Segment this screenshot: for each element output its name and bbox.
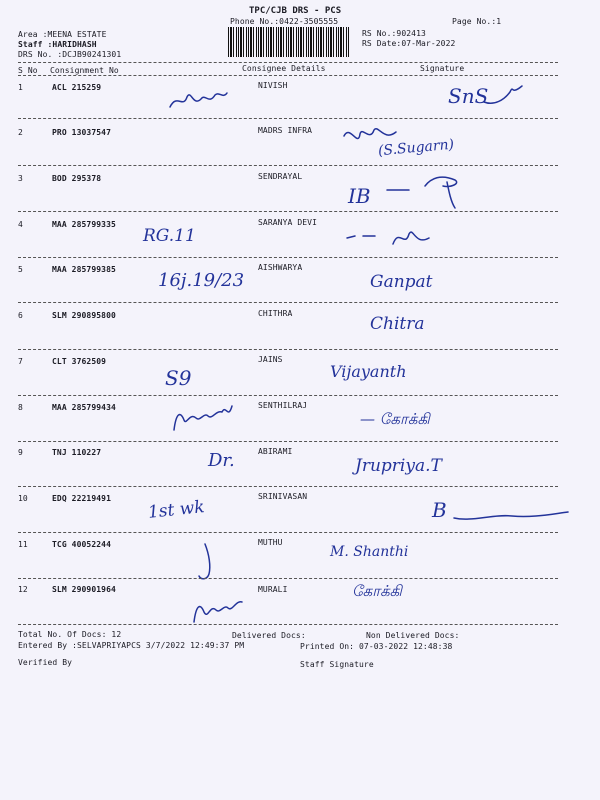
row-consignee: SENDRAYAL [258, 172, 303, 181]
row-divider [18, 624, 558, 625]
row-divider [18, 532, 558, 533]
signature-text: Chitra [370, 314, 425, 334]
row-sno: 11 [18, 540, 28, 549]
staff-signature-label: Staff Signature [300, 660, 374, 669]
row-consignment: SLM 290895800 [52, 311, 116, 320]
row-divider [18, 257, 558, 258]
handwritten-note: Dr. [208, 450, 235, 471]
handwritten-mark [165, 85, 235, 115]
header-divider-bottom [18, 75, 558, 76]
signature-text: M. Shanthi [330, 544, 409, 560]
row-consignment: TCG 40052244 [52, 540, 111, 549]
row-consignment: EDQ 22219491 [52, 494, 111, 503]
row-divider [18, 578, 558, 579]
row-sno: 3 [18, 174, 23, 183]
handwritten-note: 1st wk [147, 497, 206, 523]
signature-text: Ganpat [370, 272, 433, 292]
signature-text: Jrupriya.T [355, 456, 442, 476]
rs-date: RS Date:07-Mar-2022 [362, 39, 456, 48]
row-sno: 10 [18, 494, 28, 503]
row-consignment: MAA 285799434 [52, 403, 116, 412]
page-number: Page No.:1 [452, 17, 502, 26]
column-signature: Signature [420, 64, 465, 73]
signature-stroke [385, 172, 475, 212]
barcode-image [228, 27, 350, 57]
signature-stroke [345, 224, 435, 254]
row-divider [18, 211, 558, 212]
row-consignment: BOD 295378 [52, 174, 102, 183]
row-sno: 8 [18, 403, 23, 412]
header-divider-top [18, 62, 558, 63]
handwritten-note: S9 [165, 366, 192, 390]
row-consignee: SENTHILRAJ [258, 401, 308, 410]
row-consignee: CHITHRA [258, 309, 293, 318]
row-consignee: JAINS [258, 355, 283, 364]
row-consignee: MADRS INFRA [258, 126, 313, 135]
row-divider [18, 395, 558, 396]
row-consignee: ABIRAMI [258, 447, 293, 456]
row-divider [18, 441, 558, 442]
row-divider [18, 302, 558, 303]
handwritten-note: RG.11 [143, 226, 196, 246]
row-sno: 2 [18, 128, 23, 137]
row-sno: 12 [18, 585, 28, 594]
signature-text: SnS [448, 84, 489, 108]
row-consignment: SLM 290901964 [52, 585, 116, 594]
row-consignee: SARANYA DEVI [258, 218, 317, 227]
row-sno: 1 [18, 83, 23, 92]
phone-number: Phone No.:0422-3505555 [230, 17, 339, 26]
handwritten-mark [190, 596, 250, 626]
row-sno: 4 [18, 220, 23, 229]
signature-text: — கோக்கி [360, 410, 430, 428]
verified-by: Verified By [18, 658, 73, 667]
column-consignment: Consignment No [50, 66, 119, 75]
column-sno: S No [18, 66, 38, 75]
signature-text: கோக்கி [352, 582, 402, 600]
total-docs: Total No. Of Docs: 12 [18, 630, 122, 639]
row-consignment: MAA 285799335 [52, 220, 116, 229]
non-delivered-docs: Non Delivered Docs: [366, 631, 460, 640]
row-consignee: MURALI [258, 585, 288, 594]
row-consignee: AISHWARYA [258, 263, 303, 272]
column-consignee: Consignee Details [242, 64, 326, 73]
row-consignment: MAA 285799385 [52, 265, 116, 274]
rs-number: RS No.:902413 [362, 29, 426, 38]
row-sno: 7 [18, 357, 23, 366]
handwritten-note: 16j.19/23 [158, 270, 245, 291]
row-consignee: NIVISH [258, 81, 288, 90]
drs-number: DRS No. :DCJB90241301 [18, 50, 122, 59]
row-divider [18, 165, 558, 166]
row-consignment: PRO 13037547 [52, 128, 111, 137]
delivered-docs: Delivered Docs: [232, 631, 306, 640]
row-consignee: SRINIVASAN [258, 492, 308, 501]
staff-label: Staff :HARIDHASH [18, 40, 97, 49]
row-sno: 6 [18, 311, 23, 320]
row-divider [18, 349, 558, 350]
printed-on: Printed On: 07-03-2022 12:48:38 [300, 642, 453, 651]
row-consignment: CLT 3762509 [52, 357, 107, 366]
row-divider [18, 486, 558, 487]
row-sno: 9 [18, 448, 23, 457]
area-label: Area :MEENA ESTATE [18, 30, 107, 39]
entered-by: Entered By :SELVAPRIYAPCS 3/7/2022 12:49:37 PM [18, 641, 245, 650]
row-sno: 5 [18, 265, 23, 274]
row-consignment: ACL 215259 [52, 83, 102, 92]
document-title: TPC/CJB DRS - PCS [249, 6, 342, 16]
signature-text: Vijayanth [330, 362, 407, 381]
handwritten-mark [170, 400, 240, 436]
signature-text: IB [348, 184, 371, 208]
signature-text: (S.Sugarn) [377, 136, 455, 160]
signature-stroke [480, 82, 530, 112]
row-divider [18, 118, 558, 119]
row-consignee: MUTHU [258, 538, 283, 547]
row-consignment: TNJ 110227 [52, 448, 102, 457]
signature-text: B [432, 498, 447, 522]
signature-stroke [452, 506, 572, 526]
